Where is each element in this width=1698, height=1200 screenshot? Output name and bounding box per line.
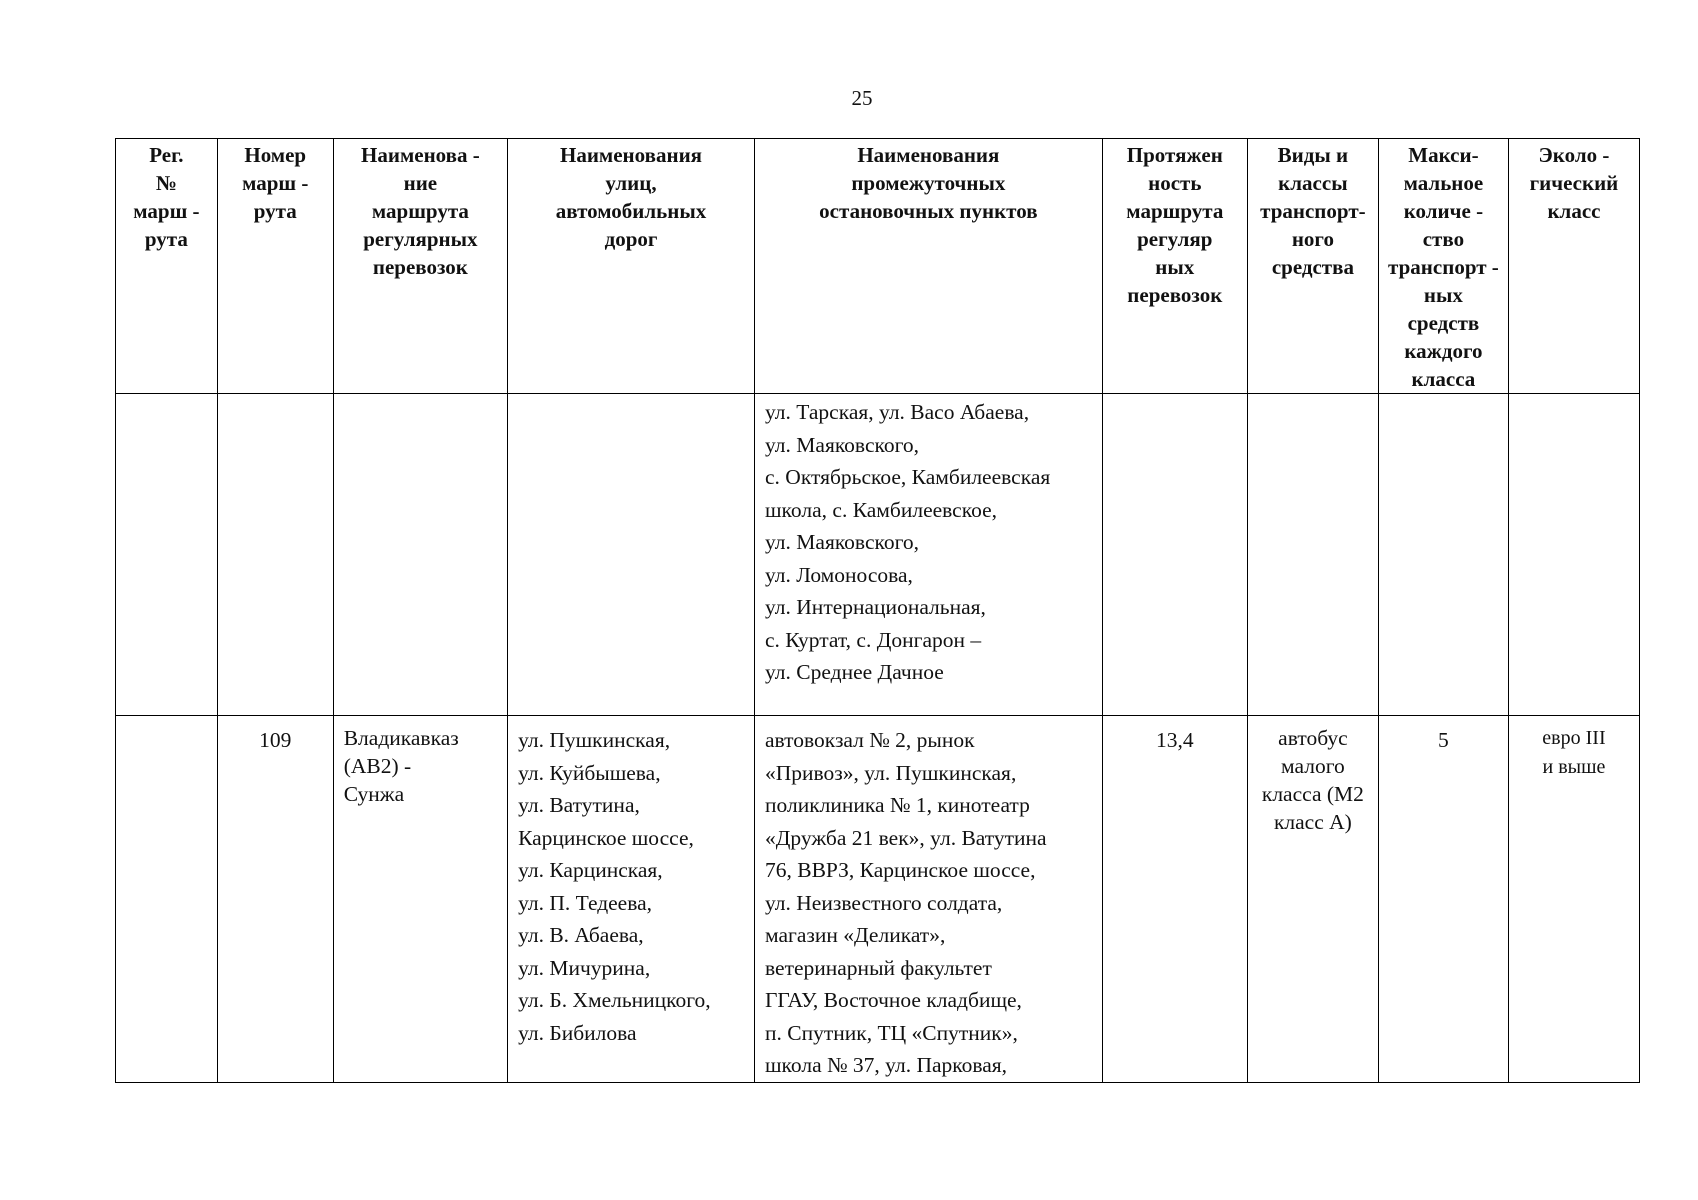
page-number: 25 [851,86,873,110]
text-line: поликлиника № 1, кинотеатр [765,793,1030,817]
text-line: средства [1271,255,1354,279]
text-line: ул. Неизвестного солдата, [765,890,1003,915]
text-line: ность [1148,171,1202,195]
header-eco-class [1508,139,1639,394]
text-line: каждого [1404,339,1483,363]
text-line: ул. В. Абаева, [518,923,644,947]
cell-text [755,394,1102,689]
cell-text [1248,716,1378,836]
cell-text [511,141,751,253]
text-line: ул. Карцинская, [518,858,663,882]
cell-streets [508,394,755,716]
text-line: с. Октябрьское, Камбилеевская [765,465,1051,489]
text-line: маршрута [371,199,469,223]
cell-eco-class [1508,716,1639,1083]
text-line: евро III [1542,727,1606,749]
text-line: ных [1155,255,1195,279]
text-line: Протяжен [1126,143,1223,167]
cell-text [1512,141,1636,225]
text-line: маршрута [1126,199,1224,223]
text-line: автомобильных [555,199,707,223]
text-line: средств [1407,311,1480,335]
cell-route-name [333,394,507,716]
text-line: Эколо - [1538,143,1610,167]
text-line: ного [1291,227,1334,251]
cell-vehicle-class [1247,394,1378,716]
text-line: ул. Куйбышева, [518,760,661,785]
text-line: мальное [1403,171,1484,195]
header-length [1102,139,1247,394]
header-vehicle-class [1247,139,1378,394]
text-line: Карцинское шоссе, [518,825,694,850]
text-line: Рег. [149,143,184,167]
cell-text [337,141,504,281]
text-line: класса (М2 [1261,782,1364,806]
max-vehicle-count: 5 [1438,728,1449,752]
text-line: промежуточных [851,171,1006,195]
table-row [116,394,1640,716]
cell-text [758,141,1099,225]
text-line: ние [403,171,438,195]
cell-streets [508,716,755,1083]
text-line: регуляр [1137,227,1213,251]
text-line: п. Спутник, ТЦ «Спутник», [765,1020,1018,1045]
text-line: автобус [1278,726,1348,750]
text-line: улиц, [605,171,657,195]
text-line: рута [253,199,297,223]
text-line: школа № 37, ул. Парковая, [765,1053,1008,1077]
text-line: «Дружба 21 век», ул. Ватутина [765,825,1047,850]
text-line: перевозок [372,255,468,279]
cell-reg-no [116,394,218,716]
header-max-count [1378,139,1508,394]
cell-text [755,716,1102,1082]
route-number: 109 [259,728,292,752]
text-line: ул. Интернациональная, [765,595,986,619]
cell-route-no [217,716,333,1083]
text-line: Сунжа [343,782,405,806]
text-line: магазин «Деликат», [765,923,946,947]
cell-text [1251,141,1375,281]
text-line: Макси- [1408,143,1479,167]
cell-vehicle-class [1247,716,1378,1083]
cell-text [1106,141,1244,309]
text-line: ул. Ломоносова, [765,562,913,587]
header-reg-no [116,139,218,394]
text-line: автовокзал № 2, рынок [765,728,975,752]
header-streets [508,139,755,394]
text-line: количе - [1403,199,1484,223]
text-line: ство [1422,227,1465,251]
text-line: транспорт- [1260,199,1366,223]
text-line: ветеринарный факультет [765,955,992,980]
text-line: рута [144,227,188,251]
cell-text [1382,141,1505,393]
text-line: ул. Мичурина, [518,955,651,980]
text-line: класс [1547,199,1601,223]
header-stops [755,139,1103,394]
text-line: гический [1529,171,1619,195]
cell-text [119,141,214,253]
cell-length [1102,394,1247,716]
text-line: Владикавказ [343,726,459,750]
text-line: ул. Пушкинская, [518,728,671,752]
text-line: класса [1411,367,1476,391]
cell-text [1509,716,1639,782]
text-line: ул. П. Тедеева, [518,890,653,915]
text-line: регулярных [363,227,478,251]
text-line: транспорт - [1388,255,1499,279]
text-line: марш - [242,171,309,195]
text-line: Наименова - [361,143,480,167]
cell-text [334,716,507,808]
route-length: 13,4 [1155,728,1194,752]
text-line: ул. Тарская, ул. Васо Абаева, [765,400,1030,424]
text-line: класс А) [1273,810,1352,834]
cell-stops [755,394,1103,716]
text-line: ул. Среднее Дачное [765,660,944,684]
text-line: Наименования [560,143,703,167]
text-line: Наименования [857,143,1000,167]
text-line: и выше [1542,756,1606,778]
text-line: ул. Б. Хмельницкого, [518,988,711,1012]
header-route-name [333,139,507,394]
text-line: ул. Маяковского, [765,530,920,554]
cell-stops [755,716,1103,1083]
cell-length [1102,716,1247,1083]
text-line: «Привоз», ул. Пушкинская, [765,760,1017,785]
header-row [116,139,1640,394]
text-line: (АВ2) - [343,754,412,778]
text-line: дорог [604,227,658,251]
cell-eco-class [1508,394,1639,716]
table-row [116,716,1640,1083]
text-line: ных [1423,283,1463,307]
cell-text [221,141,330,225]
cell-max-count [1378,394,1508,716]
header-route-no [217,139,333,394]
text-line: Виды и [1277,143,1349,167]
text-line: № [155,171,177,195]
cell-reg-no [116,716,218,1083]
cell-route-name [333,716,507,1083]
text-line: ул. Бибилова [518,1020,637,1045]
text-line: ул. Ватутина, [518,793,640,817]
text-line: марш - [133,199,200,223]
text-line: перевозок [1127,283,1223,307]
text-line: Номер [244,143,307,167]
cell-text [508,716,754,1049]
text-line: ул. Маяковского, [765,432,920,457]
text-line: школа, с. Камбилеевское, [765,497,998,522]
text-line: классы [1278,171,1348,195]
text-line: остановочных пунктов [819,199,1038,223]
text-line: 76, ВВРЗ, Карцинское шоссе, [765,858,1036,882]
cell-route-no [217,394,333,716]
cell-max-count [1378,716,1508,1083]
text-line: ГГАУ, Восточное кладбище, [765,988,1022,1012]
routes-table [115,138,1640,1083]
text-line: малого [1281,754,1345,778]
text-line: с. Куртат, с. Донгарон – [765,627,982,652]
